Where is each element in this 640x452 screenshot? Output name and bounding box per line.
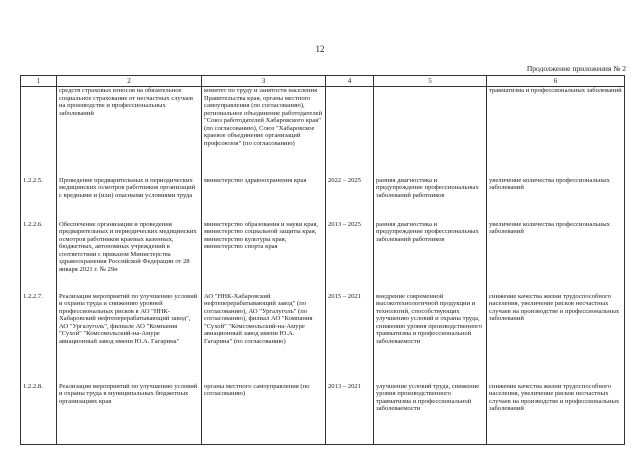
row-number: 1.2.2.6.: [21, 221, 57, 293]
row-number: [21, 87, 57, 177]
executor-cell: АО "ННК-Хабаровский нефтеперерабатывающий завод" (по согласованию), АО "Ургалуголь" (по согласованию), филиал АО "Компания "Сухой" "Комсомольский-на-Амуре авиационный завод имени Ю.А. Гагарина" (по согласованию): [202, 293, 326, 383]
result-cell: внедрение современной высокотехнологичной продукции и технологий, способствующих улучшению условий и охраны труда, снижению уровня производственного травматизма и профессиональной заболеваемости: [374, 293, 487, 383]
result-cell: улучшение условий труда, снижение уровня производственного травматизма и профессиональной заболеваемости: [374, 383, 487, 445]
table-row: [21, 293, 625, 383]
executor-cell: министерство здравоохранения края: [202, 177, 326, 221]
dates-cell: 2013 – 2025: [326, 221, 374, 293]
appendix-continuation-note: Продолжение приложения № 2: [526, 64, 626, 73]
dates-cell: 2013 – 2021: [326, 383, 374, 445]
impact-cell: увеличение количества профессиональных заболеваний: [487, 221, 625, 293]
measure-cell: Реализация мероприятий по улучшению условий и охраны труда в муниципальных бюджетных организациях края: [57, 383, 202, 445]
impact-cell: травматизма и профессиональных заболеваний: [487, 87, 625, 177]
table-header-row: [21, 76, 625, 87]
column-header: 1: [21, 76, 57, 87]
measure-cell: средств страховых взносов на обязательное социальное страхование от несчастных случаев на производстве и профессиональных заболеваний: [57, 87, 202, 177]
measure-cell: Обеспечение организации и проведения предварительных и периодических медицинских осмотров работников краевых казенных, бюджетных, автономных учреждений в соответствии с приказом Министерства здравоохранения Российской Федерации от 28 января 2021 г. № 29н: [57, 221, 202, 293]
executor-cell: комитет по труду и занятости населения Правительства края, органы местного самоуправления (по согласованию), региональное объединение работодателей "Союз работодателей Хабаровского края" (по согласованию), Союз "Хабаровское краевое объединение организаций профсоюзов" (по согласованию): [202, 87, 326, 177]
result-cell: [374, 87, 487, 177]
dates-cell: 2022 – 2025: [326, 177, 374, 221]
page-number: 12: [315, 44, 325, 54]
executor-cell: органы местного самоуправления (по согласованию): [202, 383, 326, 445]
column-header: 6: [487, 76, 625, 87]
dates-cell: [326, 87, 374, 177]
impact-cell: снижение качества жизни трудоспособного населения, увеличение рисков несчастных случаев на производстве и профессиональных заболеваний: [487, 293, 625, 383]
impact-cell: увеличение количества профессиональных заболеваний: [487, 177, 625, 221]
table-row: [21, 221, 625, 293]
measure-cell: Проведение предварительных и периодических медицинских осмотров работников организаций с вредными и (или) опасными условиями труда: [57, 177, 202, 221]
measure-cell: Реализация мероприятий по улучшению условий и охраны труда и снижению уровней профессиональных рисков в АО "ННК-Хабаровский нефтеперерабатывающий завод", АО "Ургалуголь", филиале АО "Компания "Сухой" "Комсомольский-на-Амуре авиационный завод имени Ю.А. Гагарина": [57, 293, 202, 383]
column-header: 2: [57, 76, 202, 87]
row-number: 1.2.2.5.: [21, 177, 57, 221]
table-row: [21, 383, 625, 445]
column-header: 5: [374, 76, 487, 87]
column-header: 3: [202, 76, 326, 87]
table-row: [21, 87, 625, 177]
result-cell: ранняя диагностика и предупреждение профессиональных заболеваний работников: [374, 177, 487, 221]
dates-cell: 2015 – 2021: [326, 293, 374, 383]
column-header: 4: [326, 76, 374, 87]
executor-cell: министерство образования и науки края, министерство социальной защиты края, министерство культуры края, министерство спорта края: [202, 221, 326, 293]
result-cell: ранняя диагностика и предупреждение профессиональных заболеваний работников: [374, 221, 487, 293]
row-number: 1.2.2.7.: [21, 293, 57, 383]
row-number: 1.2.2.8.: [21, 383, 57, 445]
table-row: [21, 177, 625, 221]
impact-cell: снижение качества жизни трудоспособного населения, увеличение рисков несчастных случаев на производстве и профессиональных заболеваний: [487, 383, 625, 445]
measures-table: [20, 75, 625, 445]
